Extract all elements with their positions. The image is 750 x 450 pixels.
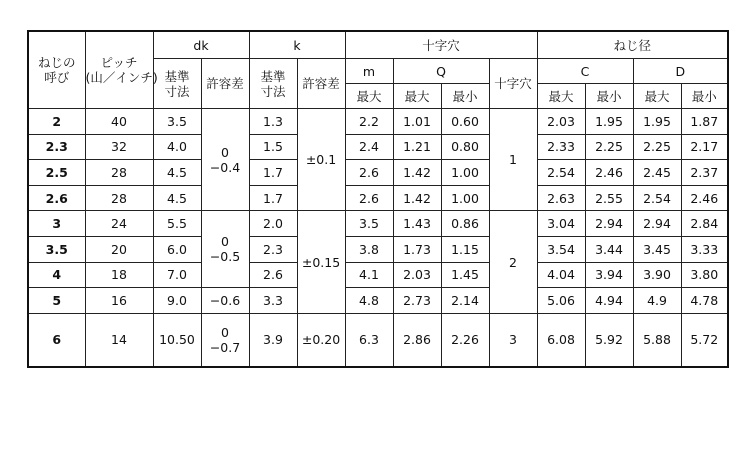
m-cell: 6.3: [345, 313, 393, 367]
m-cell: 3.5: [345, 211, 393, 237]
q-max-cell: 2.03: [393, 262, 441, 288]
table-row: [28, 313, 728, 367]
q-max-cell: 1.01: [393, 109, 441, 135]
table-row: [28, 109, 728, 135]
k-cell: 2.0: [249, 211, 297, 237]
pitch-cell: 24: [85, 211, 153, 237]
header-m: m: [345, 59, 393, 84]
c-max-cell: 5.06: [537, 288, 585, 314]
c-min-cell: 3.44: [585, 236, 633, 262]
header-d: D: [633, 59, 728, 84]
dk-cell: 10.50: [153, 313, 201, 367]
dk-cell: 9.0: [153, 288, 201, 314]
d-max-cell: 2.45: [633, 160, 681, 186]
header-c-max: 最大: [537, 84, 585, 109]
size-cell: 2.3: [28, 134, 85, 160]
c-min-cell: 4.94: [585, 288, 633, 314]
q-min-cell: 0.86: [441, 211, 489, 237]
header-c: C: [537, 59, 633, 84]
pitch-cell: 20: [85, 236, 153, 262]
dk-cell: 7.0: [153, 262, 201, 288]
dk-tolerance-cell: 0 −0.4: [201, 109, 249, 211]
size-cell: 6: [28, 313, 85, 367]
d-max-cell: 1.95: [633, 109, 681, 135]
d-min-cell: 2.17: [681, 134, 728, 160]
table-row: [28, 185, 728, 211]
header-q-max: 最大: [393, 84, 441, 109]
q-max-cell: 1.21: [393, 134, 441, 160]
c-max-cell: 2.33: [537, 134, 585, 160]
c-min-cell: 2.94: [585, 211, 633, 237]
size-cell: 3.5: [28, 236, 85, 262]
table-row: [28, 134, 728, 160]
header-dk: dk: [153, 31, 249, 59]
pitch-cell: 28: [85, 160, 153, 186]
d-max-cell: 2.54: [633, 185, 681, 211]
q-min-cell: 1.00: [441, 185, 489, 211]
q-max-cell: 2.86: [393, 313, 441, 367]
header-dk-base: 基準 寸法: [153, 59, 201, 109]
q-min-cell: 2.26: [441, 313, 489, 367]
table-row: [28, 236, 728, 262]
d-max-cell: 2.25: [633, 134, 681, 160]
header-cross-recess: 十字穴: [345, 31, 537, 59]
c-min-cell: 2.46: [585, 160, 633, 186]
q-max-cell: 2.73: [393, 288, 441, 314]
k-cell: 1.7: [249, 160, 297, 186]
dk-cell: 5.5: [153, 211, 201, 237]
k-tolerance-cell: ±0.1: [297, 109, 345, 211]
c-max-cell: 3.54: [537, 236, 585, 262]
d-max-cell: 3.90: [633, 262, 681, 288]
header-d-max: 最大: [633, 84, 681, 109]
dk-cell: 4.5: [153, 160, 201, 186]
m-cell: 3.8: [345, 236, 393, 262]
table-row: [28, 288, 728, 314]
k-tolerance-cell: ±0.15: [297, 211, 345, 313]
table-row: [28, 262, 728, 288]
pitch-cell: 18: [85, 262, 153, 288]
dk-tolerance-cell: 0 −0.7: [201, 313, 249, 367]
q-max-cell: 1.42: [393, 185, 441, 211]
d-min-cell: 4.78: [681, 288, 728, 314]
k-cell: 2.3: [249, 236, 297, 262]
k-cell: 2.6: [249, 262, 297, 288]
dk-cell: 4.5: [153, 185, 201, 211]
d-min-cell: 3.80: [681, 262, 728, 288]
header-q: Q: [393, 59, 489, 84]
screw-spec-table: [27, 30, 729, 368]
pitch-cell: 28: [85, 185, 153, 211]
d-max-cell: 3.45: [633, 236, 681, 262]
cross-number-cell: 2: [489, 211, 537, 313]
m-cell: 2.2: [345, 109, 393, 135]
d-max-cell: 2.94: [633, 211, 681, 237]
cross-number-cell: 1: [489, 109, 537, 211]
c-max-cell: 2.03: [537, 109, 585, 135]
m-cell: 4.8: [345, 288, 393, 314]
k-cell: 3.9: [249, 313, 297, 367]
q-max-cell: 1.42: [393, 160, 441, 186]
c-min-cell: 5.92: [585, 313, 633, 367]
m-cell: 4.1: [345, 262, 393, 288]
pitch-cell: 14: [85, 313, 153, 367]
table-row: [28, 211, 728, 237]
c-max-cell: 2.63: [537, 185, 585, 211]
c-min-cell: 3.94: [585, 262, 633, 288]
dk-tolerance-cell: −0.6: [201, 288, 249, 314]
k-tolerance-cell: ±0.20: [297, 313, 345, 367]
q-min-cell: 1.15: [441, 236, 489, 262]
k-cell: 1.5: [249, 134, 297, 160]
m-cell: 2.6: [345, 185, 393, 211]
q-max-cell: 1.73: [393, 236, 441, 262]
pitch-cell: 32: [85, 134, 153, 160]
table-row: [28, 160, 728, 186]
dk-cell: 6.0: [153, 236, 201, 262]
header-size: ねじの 呼び: [28, 31, 85, 109]
size-cell: 5: [28, 288, 85, 314]
dk-tolerance-cell: 0 −0.5: [201, 211, 249, 288]
c-min-cell: 2.55: [585, 185, 633, 211]
q-min-cell: 0.80: [441, 134, 489, 160]
m-cell: 2.4: [345, 134, 393, 160]
m-cell: 2.6: [345, 160, 393, 186]
d-max-cell: 4.9: [633, 288, 681, 314]
size-cell: 4: [28, 262, 85, 288]
header-c-min: 最小: [585, 84, 633, 109]
k-cell: 1.7: [249, 185, 297, 211]
c-min-cell: 1.95: [585, 109, 633, 135]
cross-number-cell: 3: [489, 313, 537, 367]
q-min-cell: 2.14: [441, 288, 489, 314]
c-max-cell: 6.08: [537, 313, 585, 367]
c-max-cell: 4.04: [537, 262, 585, 288]
q-min-cell: 1.00: [441, 160, 489, 186]
d-min-cell: 3.33: [681, 236, 728, 262]
c-max-cell: 3.04: [537, 211, 585, 237]
k-cell: 1.3: [249, 109, 297, 135]
header-m-max: 最大: [345, 84, 393, 109]
d-min-cell: 5.72: [681, 313, 728, 367]
pitch-cell: 40: [85, 109, 153, 135]
q-max-cell: 1.43: [393, 211, 441, 237]
d-min-cell: 1.87: [681, 109, 728, 135]
header-row-1: [28, 31, 728, 59]
header-d-min: 最小: [681, 84, 728, 109]
c-min-cell: 2.25: [585, 134, 633, 160]
header-thread-diameter: ねじ径: [537, 31, 728, 59]
header-q-min: 最小: [441, 84, 489, 109]
d-min-cell: 2.84: [681, 211, 728, 237]
header-k: k: [249, 31, 345, 59]
size-cell: 2: [28, 109, 85, 135]
header-dk-tolerance: 許容差: [201, 59, 249, 109]
dk-cell: 3.5: [153, 109, 201, 135]
dk-cell: 4.0: [153, 134, 201, 160]
header-pitch: ピッチ (山／インチ): [85, 31, 153, 109]
size-cell: 2.6: [28, 185, 85, 211]
q-min-cell: 0.60: [441, 109, 489, 135]
k-cell: 3.3: [249, 288, 297, 314]
size-cell: 3: [28, 211, 85, 237]
d-max-cell: 5.88: [633, 313, 681, 367]
d-min-cell: 2.46: [681, 185, 728, 211]
size-cell: 2.5: [28, 160, 85, 186]
pitch-cell: 16: [85, 288, 153, 314]
header-cross-number: 十字穴: [489, 59, 537, 109]
q-min-cell: 1.45: [441, 262, 489, 288]
header-k-tolerance: 許容差: [297, 59, 345, 109]
header-k-base: 基準 寸法: [249, 59, 297, 109]
d-min-cell: 2.37: [681, 160, 728, 186]
c-max-cell: 2.54: [537, 160, 585, 186]
